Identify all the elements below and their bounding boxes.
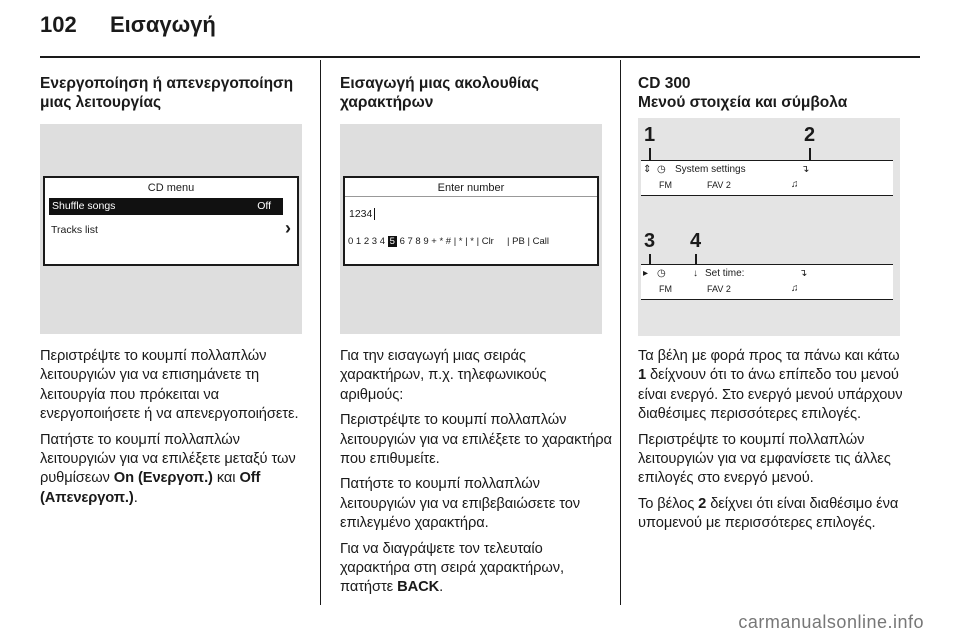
screen-title: System settings: [675, 164, 746, 175]
cd300-symbols-figure: [638, 118, 900, 336]
column-2: [340, 74, 608, 112]
section-subtitle: Εισαγωγή μιας ακολουθίας χαρακτήρων: [340, 75, 539, 111]
screen-title: Set time:: [705, 268, 745, 279]
paragraph: Πατήστε το κουμπί πολλαπλών λειτουργιών για να επιλέξετε μεταξύ των ρυθμίσεων On (Ενεργοπ.) και Off (Απενεργοπ.).: [40, 431, 296, 506]
up-down-arrows-icon: ⇕: [643, 164, 652, 175]
enter-number-figure: [340, 124, 602, 334]
column-1: [40, 74, 308, 112]
music-signal-icon: ♫: [791, 283, 799, 294]
header-rule: [40, 56, 920, 58]
cd-menu-figure: [40, 124, 302, 334]
section-subtitle: CD 300: [638, 75, 691, 92]
menu-row-selected: [49, 198, 283, 215]
paragraph: Τα βέλη με φορά προς τα πάνω και κάτω 1 δείχνουν ότι το άνω επίπεδο του μενού είναι ενεργό. Στο ενεργό μενού υπάρχουν διαθέσιμες περισσότερες επιλογές.: [638, 348, 903, 423]
callout-3: 3: [644, 230, 656, 252]
page-number: 102: [40, 12, 77, 37]
paragraph: Για να διαγράψετε τον τελευταίο χαρακτήρα στη σειρά χαρακτήρων, πατήστε BACK.: [340, 540, 564, 596]
selected-character: 5: [389, 236, 395, 247]
section-subtitle: Ενεργοποίηση ή απενεργοποίηση μιας λειτουργίας: [40, 75, 294, 111]
down-arrow-icon: ↓: [693, 268, 698, 279]
paragraph: Για την εισαγωγή μιας σειράς χαρακτήρων, π.χ. τηλεφωνικούς αριθμούς:: [340, 348, 547, 403]
divider: [345, 196, 597, 197]
favourite-label: FAV 2: [707, 180, 731, 190]
band-label: FM: [659, 284, 672, 294]
enter-number-screen: [343, 176, 599, 266]
cd-menu-screen: [43, 176, 299, 266]
column-3-body: [638, 347, 910, 540]
column-3: [638, 74, 906, 112]
column-divider: [320, 60, 321, 605]
menu-row-label: Shuffle songs: [52, 200, 116, 212]
chevron-right-icon: ›: [285, 218, 291, 238]
callout-4: 4: [690, 230, 702, 252]
system-settings-screen: [641, 160, 893, 196]
paragraph: Περιστρέψτε το κουμπί πολλαπλών λειτουργιών για να επισημάνετε τη λειτουργία που πρόκειται να ενεργοποιήσετε ή να απενεργοποιήσετε.: [40, 348, 299, 423]
music-signal-icon: ♫: [791, 179, 799, 190]
screen-title: Enter number: [437, 182, 505, 194]
page-title: Εισαγωγή: [110, 12, 216, 37]
paragraph: Περιστρέψτε το κουμπί πολλαπλών λειτουργιών για να εμφανίσετε τις άλλες επιλογές στο ενεργό μενού.: [638, 431, 891, 487]
paragraph: Πατήστε το κουμπί πολλαπλών λειτουργιών για να επιβεβαιώσετε τον επιλεγμένο χαρακτήρα.: [340, 476, 581, 532]
submenu-arrow-icon: ↴: [799, 268, 808, 279]
number-entry: 1234: [349, 208, 375, 220]
band-label: FM: [659, 180, 672, 190]
right-arrow-icon: ▸: [643, 268, 649, 279]
submenu-arrow-icon: ↴: [801, 164, 810, 175]
menu-row-label: Tracks list: [51, 224, 98, 236]
callout-1: 1: [644, 124, 656, 146]
menu-title: CD menu: [147, 182, 195, 194]
menu-row-value: Off: [257, 200, 271, 212]
watermark: carmanualsonline.info: [738, 612, 924, 632]
callout-2: 2: [804, 124, 816, 146]
page-header: [40, 12, 216, 38]
paragraph: Το βέλος 2 δείχνει ότι είναι διαθέσιμο ένα υπομενού με περισσότερες επιλογές.: [638, 495, 899, 532]
set-time-screen: [641, 264, 893, 300]
column-divider: [620, 60, 621, 605]
clock-icon: ◷: [657, 164, 666, 175]
column-1-body: [40, 347, 312, 514]
clock-icon: ◷: [657, 268, 666, 279]
favourite-label: FAV 2: [707, 284, 731, 294]
paragraph: Περιστρέψτε το κουμπί πολλαπλών λειτουργιών για να επιλέξετε το χαρακτήρα που επιθυμείτε.: [340, 412, 612, 468]
column-2-body: [340, 347, 612, 604]
section-subtitle: Μενού στοιχεία και σύμβολα: [638, 94, 848, 111]
character-strip: 0 1 2 3 4 5 6 7 8 9 + * # | * | * | Clr | PB | Call: [348, 236, 549, 247]
